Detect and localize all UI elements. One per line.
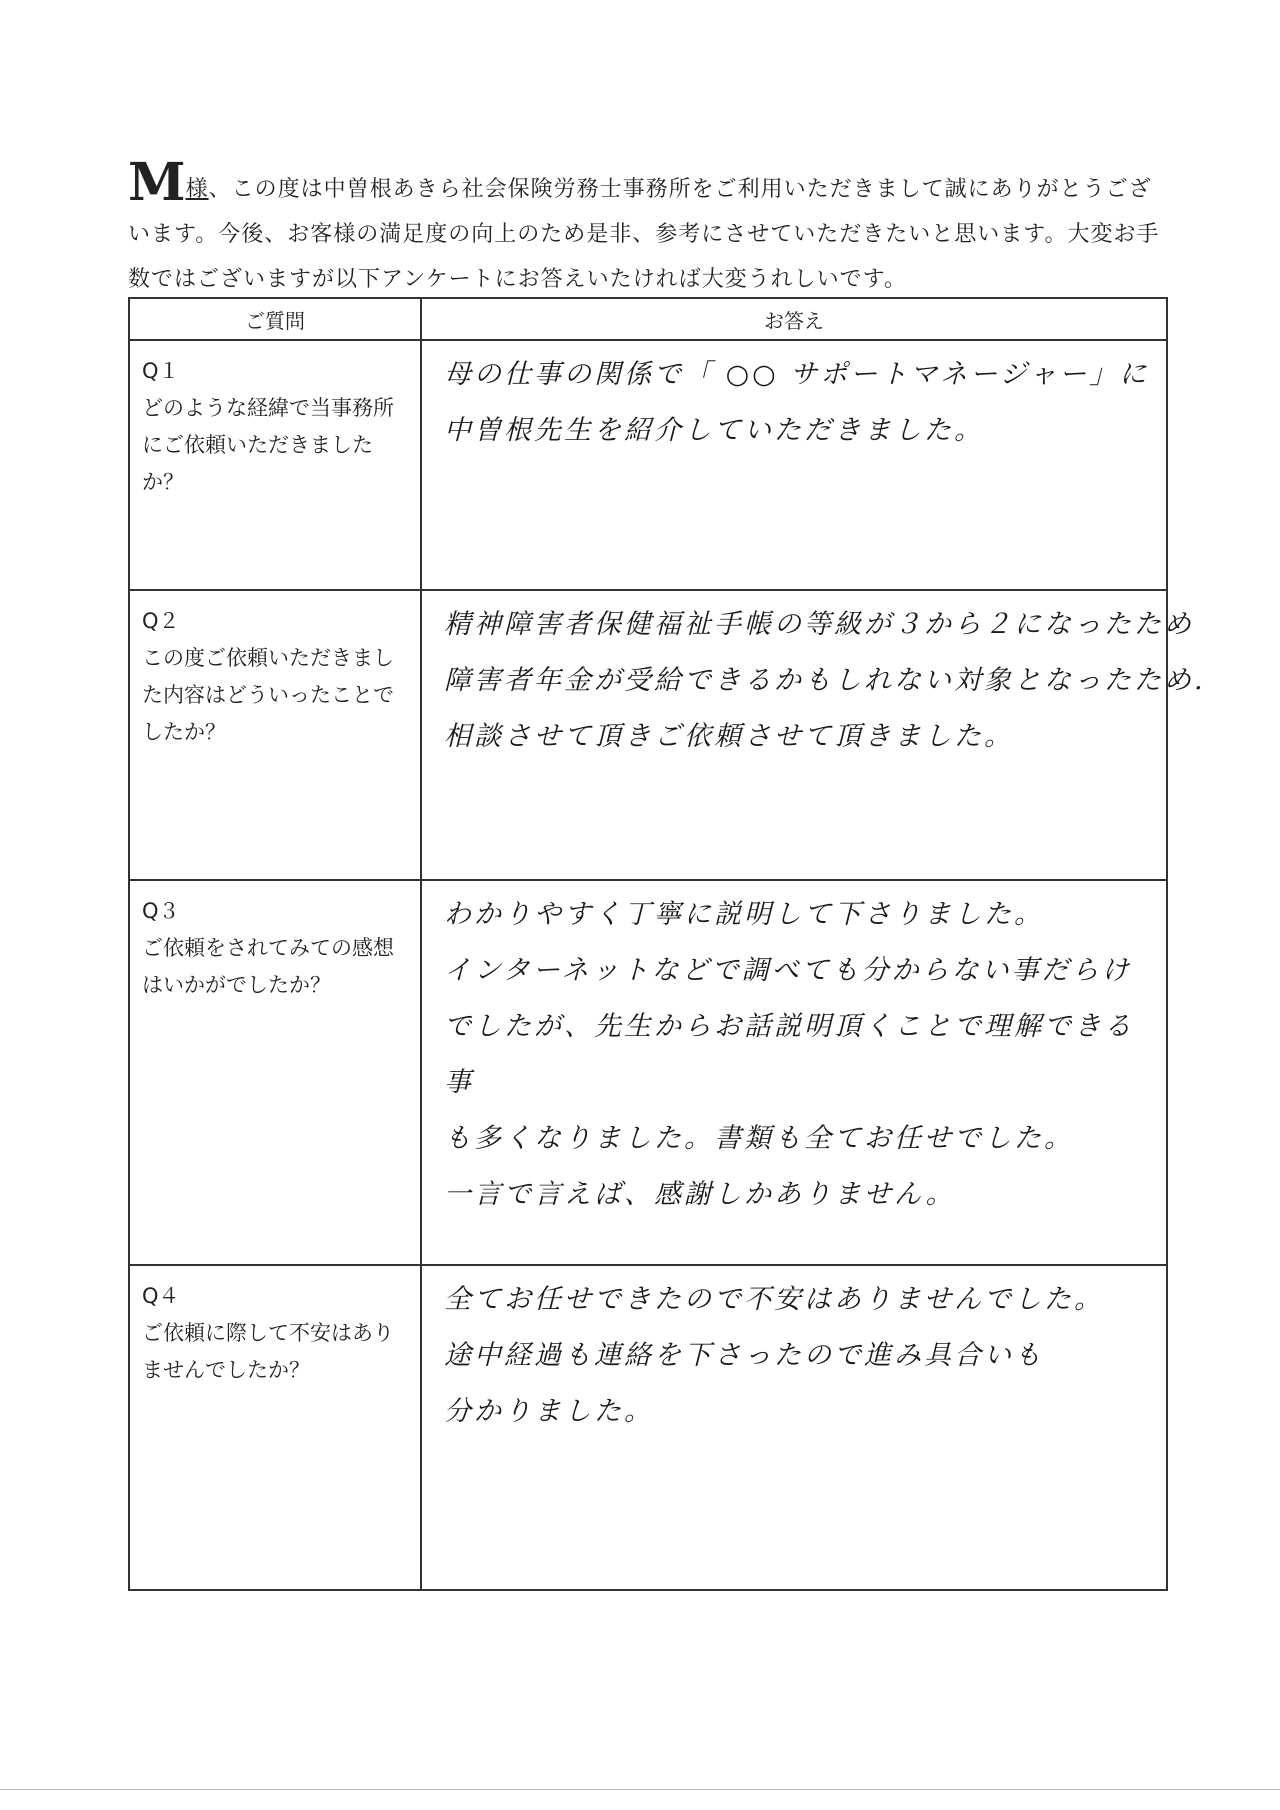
answer-line: 全てお任せできたので不安はありませんでした。 [444, 1284, 1104, 1315]
answer-line: 障害者年金が受給できるかもしれない対象となったため. [444, 665, 1206, 696]
answer-line: 母の仕事の関係で「 ○○ サポートマネージャー」に [444, 359, 1150, 390]
question-cell [129, 340, 421, 590]
honorific: 様 [185, 177, 209, 202]
question-number: Q４ [142, 1284, 180, 1308]
question-number: Q１ [142, 359, 180, 383]
question-text: ご依頼をされてみての感想はいかがでしたか？ [142, 936, 394, 997]
table-row-q2 [129, 590, 1167, 880]
answer-line: インターネットなどで調べても分からない事だらけでしたが、先生からお話説明頂くことで理解できる事 [444, 955, 1134, 1098]
question-text: どのような経緯で当事務所にご依頼いただきましたか？ [142, 396, 394, 494]
answer-line: も多くなりました。書類も全てお任せでした。 [444, 1123, 1074, 1154]
survey-table [128, 297, 1206, 1591]
table-header-row [129, 298, 1167, 340]
table-row-q1 [129, 340, 1167, 590]
answer-line: 一言で言えば、感謝しかありません。 [444, 1179, 956, 1210]
answer-cell [421, 340, 1167, 590]
table-row-q4 [129, 1265, 1167, 1590]
question-cell [129, 590, 421, 880]
page-bottom-divider [0, 1789, 1280, 1790]
intro-text: 、この度は中曽根あきら社会保険労務士事務所をご利用いただきまして誠にありがとうございます。今後、お客様の満足度の向上のため是非、参考にさせていただきたいと思います。大変お手数ではございますが以下アンケートにお答えいたければ大変うれしいです。 [128, 177, 1160, 292]
answer-line: 精神障害者保健福祉手帳の等級が３から２になったため [444, 609, 1194, 640]
answer-line: 相談させて頂きご依頼させて頂きました。 [444, 721, 1014, 752]
answer-cell [421, 1265, 1167, 1590]
question-text: ご依頼に際して不安はありませんでしたか？ [142, 1321, 394, 1382]
question-text: この度ご依頼いただきました内容はどういったことでしたか？ [142, 646, 394, 744]
answer-line: 分かりました。 [444, 1396, 654, 1427]
header-answer: お答え [421, 298, 1167, 340]
answer-cell [421, 590, 1206, 880]
question-cell [129, 880, 421, 1265]
question-number: Q３ [142, 899, 180, 923]
question-cell [129, 1265, 421, 1590]
table-row-q3 [129, 880, 1167, 1265]
answer-line: 中曽根先生を紹介していただきました。 [444, 415, 984, 446]
header-question: ご質問 [129, 298, 421, 340]
question-number: Q２ [142, 609, 180, 633]
answer-line: わかりやすく丁寧に説明して下さりました。 [444, 899, 1044, 930]
intro-paragraph [128, 152, 1168, 302]
answer-line: 途中経過も連絡を下さったので進み具合いも [444, 1340, 1044, 1371]
answer-cell [421, 880, 1167, 1265]
customer-initial: M [128, 152, 186, 213]
